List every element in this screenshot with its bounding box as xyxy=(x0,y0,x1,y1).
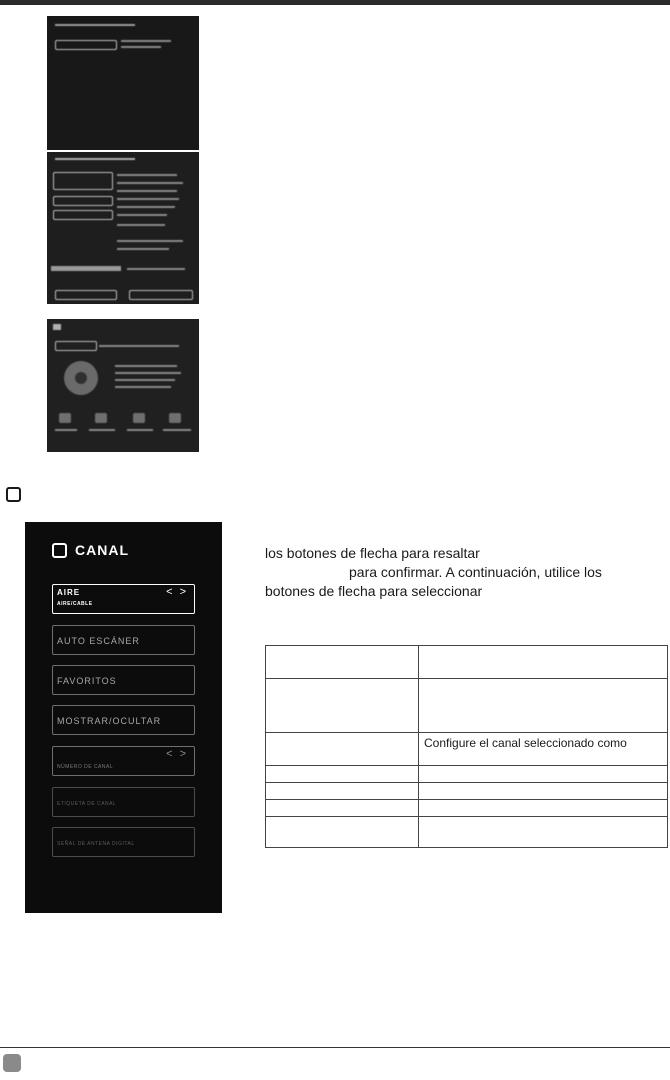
thumb-text-line xyxy=(115,379,175,381)
thumb-text-line xyxy=(115,372,181,374)
thumb-button xyxy=(53,210,113,220)
instruction-line-3: botones de flecha para seleccionar xyxy=(265,583,483,599)
table-cell xyxy=(266,766,419,783)
table-row xyxy=(266,733,668,766)
thumb-text-line xyxy=(117,174,177,176)
thumb-text-line xyxy=(117,224,165,226)
menu-item-label: FAVORITOS xyxy=(57,676,117,686)
settings-table xyxy=(265,645,668,848)
thumb-text-line xyxy=(115,386,171,388)
menu-title: CANAL xyxy=(75,542,129,558)
screenshot-thumbnail-2 xyxy=(47,152,199,304)
table-row xyxy=(266,646,668,679)
screenshot-thumbnail-1 xyxy=(47,16,199,150)
table-row xyxy=(266,766,668,783)
thumb-button xyxy=(55,40,117,50)
thumb-option-label xyxy=(89,429,115,431)
thumb-button xyxy=(55,290,117,300)
table-row xyxy=(266,817,668,848)
table-cell xyxy=(266,646,419,679)
thumb-option-label xyxy=(55,429,77,431)
menu-item-numero-de-canal[interactable] xyxy=(52,746,195,776)
thumb-text-line xyxy=(117,248,169,250)
thumb-remote-dpad xyxy=(64,361,98,395)
top-rule xyxy=(0,0,670,5)
table-cell xyxy=(419,679,668,733)
table-row xyxy=(266,679,668,733)
instructions-paragraph xyxy=(265,544,670,601)
menu-item-label: SEÑAL DE ANTENA DIGITAL xyxy=(57,841,135,847)
menu-item-auto-escaner[interactable] xyxy=(52,625,195,655)
thumb-button xyxy=(53,172,113,190)
thumb-text-line xyxy=(117,214,167,216)
menu-item-mostrar-ocultar[interactable] xyxy=(52,705,195,735)
instruction-line-1: los botones de flecha para resaltar xyxy=(265,545,480,561)
thumb-text-line xyxy=(121,40,171,42)
thumb-button xyxy=(129,290,193,300)
thumb-button xyxy=(53,196,113,206)
instruction-line-2: para confirmar. A continuación, utilice los xyxy=(349,564,602,580)
table-row xyxy=(266,783,668,800)
section-marker-icon xyxy=(6,487,21,502)
table-cell xyxy=(266,783,419,800)
menu-item-label: MOSTRAR/OCULTAR xyxy=(57,716,162,726)
table-cell xyxy=(419,817,668,848)
table-row xyxy=(266,800,668,817)
thumb-button xyxy=(55,341,97,351)
thumb-bold-line xyxy=(51,266,121,271)
thumb-title-line xyxy=(55,24,135,26)
thumb-option-icon xyxy=(169,413,181,423)
menu-item-aire[interactable] xyxy=(52,584,195,614)
table-cell xyxy=(419,646,668,679)
menu-item-label: NÚMERO DE CANAL xyxy=(57,764,114,770)
thumb-option-icon xyxy=(59,413,71,423)
thumb-text-line xyxy=(117,240,183,242)
thumb-text-line xyxy=(117,198,179,200)
table-cell: Configure el canal seleccionado como xyxy=(419,733,668,766)
menu-item-senal-de-antena[interactable] xyxy=(52,827,195,857)
footer-rule xyxy=(0,1047,670,1048)
thumb-text-line xyxy=(115,365,177,367)
thumb-option-label xyxy=(163,429,191,431)
table-cell xyxy=(266,679,419,733)
thumb-text-line xyxy=(99,345,179,347)
thumb-text-line xyxy=(117,190,177,192)
tv-square-icon xyxy=(52,543,67,558)
menu-item-favoritos[interactable] xyxy=(52,665,195,695)
table-cell xyxy=(266,817,419,848)
thumb-option-icon xyxy=(95,413,107,423)
thumb-text-line xyxy=(117,182,183,184)
table-cell xyxy=(266,800,419,817)
thumb-text-line xyxy=(127,268,185,270)
table-cell xyxy=(419,783,668,800)
menu-item-label: AUTO ESCÁNER xyxy=(57,636,140,646)
thumb-option-icon xyxy=(133,413,145,423)
left-right-arrows-icon[interactable]: < > xyxy=(166,748,188,760)
thumb-title-line xyxy=(55,158,135,160)
thumb-text-line xyxy=(121,46,161,48)
thumb-option-label xyxy=(127,429,153,431)
screenshot-thumbnail-3 xyxy=(47,319,199,452)
page-badge-icon xyxy=(3,1054,21,1072)
table-cell xyxy=(419,766,668,783)
table-cell xyxy=(419,800,668,817)
canal-menu xyxy=(25,522,222,913)
menu-item-label: ETIQUETA DE CANAL xyxy=(57,801,117,807)
menu-item-etiqueta-de-canal[interactable] xyxy=(52,787,195,817)
table-cell xyxy=(266,733,419,766)
left-right-arrows-icon[interactable]: < > xyxy=(166,586,188,598)
menu-item-label: AIRE xyxy=(57,588,81,597)
thumb-text-line xyxy=(117,206,175,208)
thumb-title-mark xyxy=(53,324,61,330)
menu-header xyxy=(52,542,129,558)
menu-item-value: AIRE/CABLE xyxy=(57,601,93,607)
